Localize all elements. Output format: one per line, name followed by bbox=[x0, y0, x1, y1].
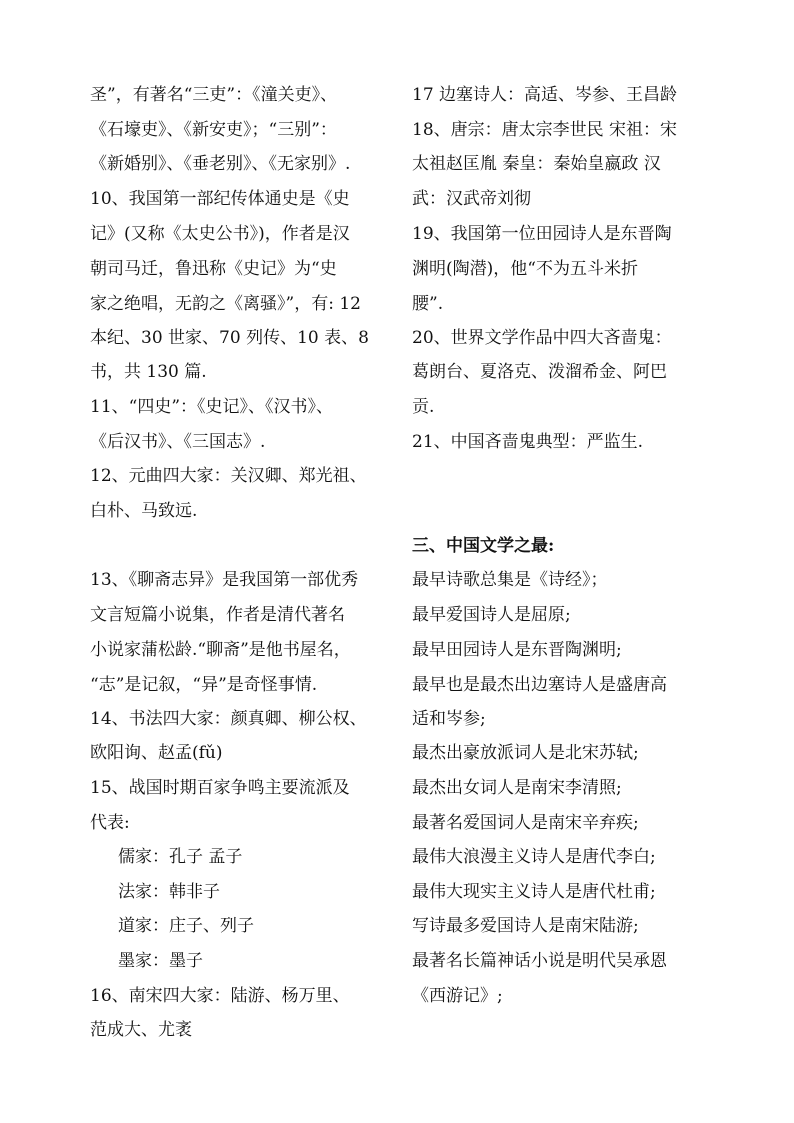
text-line: 最杰出女词人是南宋李清照; bbox=[412, 778, 622, 798]
text-line: 19、我国第一位田园诗人是东晋陶 bbox=[412, 224, 672, 244]
text-line: “志”是记叙，“异”是奇怪事情. bbox=[90, 675, 318, 695]
text-line: 法家：韩非子 bbox=[118, 882, 220, 902]
text-line: 《石壕吏》、《新安吏》；“三别”： bbox=[90, 120, 337, 140]
text-line: 适和岑参; bbox=[412, 709, 486, 729]
text-line: 10、我国第一部纪传体通史是《史 bbox=[90, 189, 350, 209]
text-line: 14、书法四大家：颜真卿、柳公权、 bbox=[90, 709, 367, 729]
text-line: 家之绝唱，无韵之《离骚》”，有: 12 bbox=[90, 294, 361, 314]
text-line: 朝司马迁，鲁迅称《史记》为“史 bbox=[90, 259, 337, 279]
text-line: 最早也是最杰出边塞诗人是盛唐高 bbox=[412, 675, 667, 695]
text-line: 最伟大浪漫主义诗人是唐代李白; bbox=[412, 847, 656, 867]
text-line: 贡. bbox=[412, 397, 435, 417]
text-line: 武：汉武帝刘彻 bbox=[412, 189, 531, 209]
text-line: 15、战国时期百家争鸣主要流派及 bbox=[90, 778, 350, 798]
text-line: 小说家蒲松龄.“聊斋”是他书屋名， bbox=[90, 640, 351, 660]
text-line: 11、“四史”：《史记》、《汉书》、 bbox=[90, 397, 334, 417]
text-line: 书，共 130 篇. bbox=[90, 362, 207, 382]
text-line: 道家：庄子、列子 bbox=[118, 916, 254, 936]
text-line: 写诗最多爱国诗人是南宋陆游; bbox=[412, 916, 639, 936]
text-line: 21、中国吝啬鬼典型：严监生. bbox=[412, 432, 644, 452]
text-line: 渊明(陶潜)，他“不为五斗米折 bbox=[412, 259, 638, 279]
text-line: 本纪、30 世家、70 列传、10 表、8 bbox=[90, 328, 369, 348]
text-line: 代表: bbox=[90, 813, 130, 833]
text-line: 圣”，有著名“三吏”：《潼关吏》、 bbox=[90, 85, 338, 105]
text-line: 12、元曲四大家：关汉卿、郑光祖、 bbox=[90, 466, 367, 486]
text-line: 20、世界文学作品中四大吝啬鬼： bbox=[412, 328, 672, 348]
text-line: 儒家：孔子 孟子 bbox=[118, 847, 243, 867]
text-line: 16、南宋四大家：陆游、杨万里、 bbox=[90, 986, 350, 1006]
text-line: 文言短篇小说集，作者是清代著名 bbox=[90, 605, 345, 625]
text-line: 17 边塞诗人：高适、岑参、王昌龄 bbox=[412, 85, 678, 105]
text-line: 太祖赵匡胤 秦皇：秦始皇嬴政 汉 bbox=[412, 154, 661, 174]
text-line: 欧阳询、赵孟(fǔ) bbox=[90, 743, 223, 763]
text-line: 白朴、马致远. bbox=[90, 501, 198, 521]
text-line: 范成大、尤袤 bbox=[90, 1020, 192, 1040]
text-line: 葛朗台、夏洛克、泼溜希金、阿巴 bbox=[412, 362, 667, 382]
text-line: 最著名长篇神话小说是明代吴承恩 bbox=[412, 951, 667, 971]
text-line: 《西游记》; bbox=[412, 986, 503, 1006]
text-line: 腰”. bbox=[412, 294, 444, 314]
text-line: 最早田园诗人是东晋陶渊明; bbox=[412, 640, 622, 660]
text-line: 《新婚别》、《垂老别》、《无家别》. bbox=[90, 154, 351, 174]
text-line: 最杰出豪放派词人是北宋苏轼; bbox=[412, 743, 639, 763]
text-line: 18、唐宗：唐太宗李世民 宋祖：宋 bbox=[412, 120, 678, 140]
text-line: 13、《聊斋志异》是我国第一部优秀 bbox=[90, 570, 359, 590]
text-line: 最早诗歌总集是《诗经》； bbox=[412, 570, 608, 590]
section-heading: 三、中国文学之最: bbox=[412, 536, 555, 556]
text-line: 最伟大现实主义诗人是唐代杜甫; bbox=[412, 882, 656, 902]
text-line: 记》(又称《太史公书》)，作者是汉 bbox=[90, 224, 350, 244]
text-line: 墨家：墨子 bbox=[118, 951, 203, 971]
text-line: 最著名爱国词人是南宋辛弃疾; bbox=[412, 813, 639, 833]
text-line: 最早爱国诗人是屈原; bbox=[412, 605, 571, 625]
text-line: 《后汉书》、《三国志》. bbox=[90, 432, 266, 452]
